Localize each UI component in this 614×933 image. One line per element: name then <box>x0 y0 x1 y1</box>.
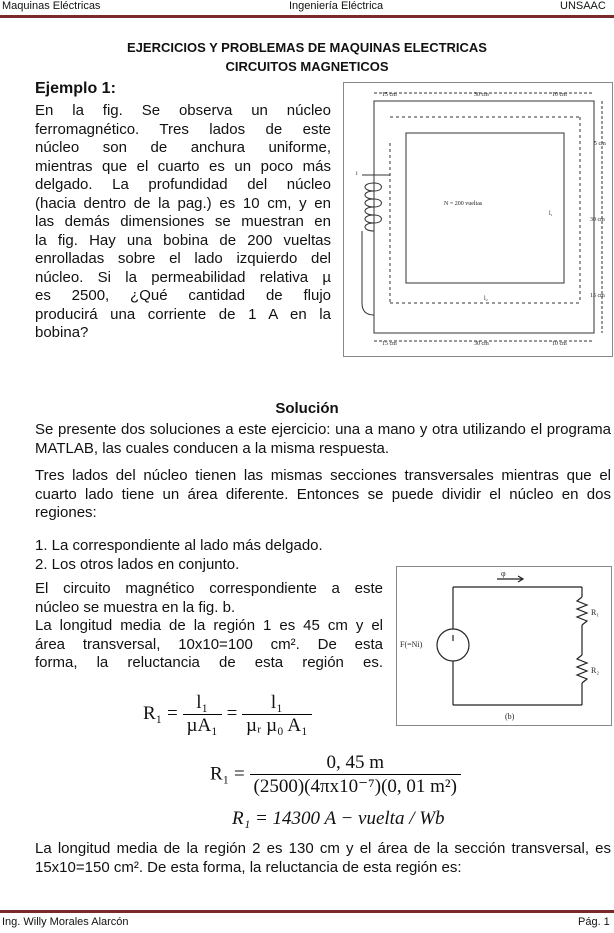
equation-3: R₁ = 14300 A − vuelta / Wb <box>232 808 445 829</box>
dim-bottom-3: 10 cm <box>552 341 567 347</box>
example-line: mientras que el cuarto es un poco más <box>35 157 331 175</box>
core-diagram <box>344 83 612 356</box>
circuit-line: El circuito magnético correspondiente a este <box>35 580 383 597</box>
l1-label: l₁ <box>549 211 553 217</box>
dim-bottom-2: 30 cm <box>474 341 489 347</box>
page-header <box>0 0 614 14</box>
dim-top-3: 10 cm <box>552 92 567 98</box>
l2-label: l₂ <box>484 296 488 302</box>
r2-label: R₂ <box>591 666 600 675</box>
circuit-diagram <box>397 567 611 725</box>
example-line: la fig. Hay una bobina de 200 vueltas <box>35 231 331 249</box>
header-right: UNSAAC <box>560 0 606 12</box>
list-item: 2. Los otros lados en conjunto. <box>35 555 240 573</box>
current-label: i <box>356 171 358 177</box>
doc-subtitle: CIRCUITOS MAGNETICOS <box>225 59 389 74</box>
fraction: $\frac{0, 45 m}{\text{(2500)(4πx10⁻⁷)(0, 01 m²)}}$ <box>250 752 461 798</box>
dim-top-2: 30 cm <box>474 92 489 98</box>
footer-author: Ing. Willy Morales Alarcón <box>2 916 129 928</box>
example-line: bobina? <box>35 324 89 341</box>
circuit-text <box>35 580 383 673</box>
figure-caption: (b) <box>505 712 515 721</box>
dim-bottom-1: 15 cm <box>382 341 397 347</box>
example-line: (hacia dentro de la pag.) es 10 cm, y en <box>35 194 331 212</box>
circuit-figure <box>396 566 612 726</box>
example-line: núcleo son de anchura uniforme, <box>35 139 331 156</box>
flux-label: φ <box>501 569 506 578</box>
circuit-line: La longitud media de la región 1 es 45 cm y el <box>35 617 383 634</box>
example-line: En la fig. Se observa un núcleo <box>35 102 331 119</box>
region-list <box>35 537 375 574</box>
header-center: Ingeniería Eléctrica <box>289 0 384 12</box>
final-paragraph: La longitud media de la región 2 es 130 cm y el área de la sección transversal, es 15x10=150 cm². De esta forma, la reluctancia de esta región es: <box>35 840 611 876</box>
page-number: Pág. 1 <box>578 916 610 928</box>
example-line: delgado. La profundidad del núcleo <box>35 176 331 193</box>
mmf-source <box>437 629 469 661</box>
circuit-line: área transversal, 10x10=100 cm². De esta <box>35 635 383 653</box>
fraction: $\frac{\text{l₁}}{\text{µA₁}}$ <box>183 692 222 737</box>
example-line: las demás dimensiones se muestran en <box>35 213 331 230</box>
example-line: producirá una corriente de 1 A en la <box>35 305 331 323</box>
dim-right-1: 5 cm <box>594 141 606 147</box>
resistor-r1 <box>577 597 587 625</box>
solution-paragraph-1: Se presente dos soluciones a este ejercicio: una a mano y otra utilizando el programa MATLAB, las cuales conducen a la misma respuesta. <box>35 421 611 457</box>
doc-title: EJERCICIOS Y PROBLEMAS DE MAQUINAS ELECTRICAS <box>127 40 487 55</box>
coil-label: N = 200 vueltas <box>444 201 483 207</box>
example-line: núcleo. Si la permeabilidad relativa µ <box>35 268 331 286</box>
footer-rule <box>0 910 614 913</box>
list-item: 1. La correspondiente al lado más delgado. <box>35 537 323 554</box>
example-label: Ejemplo 1: <box>35 80 116 97</box>
header-left: Maquinas Eléctricas <box>2 0 101 12</box>
circuit-line: núcleo se muestra en la fig. b. <box>35 598 236 616</box>
solution-paragraph-2: Tres lados del núcleo tienen las mismas secciones transversales mientras que el cuarto lado tiene un área diferente. Entonces se puede dividir el núcleo en dos regiones: <box>35 467 611 521</box>
example-text <box>35 102 331 343</box>
r1-label: R₁ <box>591 608 600 617</box>
example-line: ferromagnético. Tres lados de este <box>35 120 331 138</box>
core-inner <box>406 133 564 283</box>
source-label: F(=Ni) <box>400 640 423 649</box>
example-line: es 2500, ¿Qué cantidad de flujo <box>35 287 331 304</box>
dim-top-1: 15 cm <box>382 92 397 98</box>
dim-right-2: 30 cm <box>590 217 605 223</box>
equation-1: R₁ = $\frac{\text{l₁}}{\text{µA₁}}$ = $\frac{\text{l₁}}{\text{µᵣ µ₀ A₁}}$ <box>143 692 312 737</box>
header-rule <box>0 15 614 18</box>
circuit-line: forma, la reluctancia de esta región es. <box>35 654 383 671</box>
equation-2: R₁ = $\frac{0, 45 m}{\text{(2500)(4πx10⁻⁷)(0, 01 m²)}}$ <box>210 752 461 798</box>
core-figure <box>343 82 613 357</box>
solution-title: Solución <box>275 400 339 417</box>
example-line: enrolladas sobre el lado izquierdo del <box>35 250 331 267</box>
dim-right-3: 15 cm <box>590 293 605 299</box>
fraction: $\frac{\text{l₁}}{\text{µᵣ µ₀ A₁}}$ <box>242 692 312 737</box>
resistor-r2 <box>577 655 587 683</box>
